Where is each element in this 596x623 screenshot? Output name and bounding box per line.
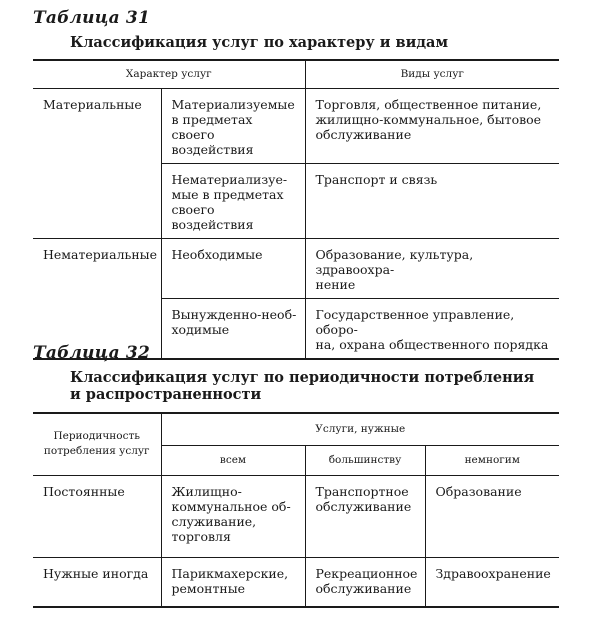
table31-cell: Нематериализуе- мые в предметах своего воздействия [161, 163, 305, 238]
table31-cell: Торговля, общественное питание, жилищно-коммунальное, бытовое обслуживание [305, 88, 559, 163]
table31-cell: Вынужденно-необ- ходимые [161, 298, 305, 359]
table31-cell: Государственное управление, оборо- на, охрана общественного порядка [305, 298, 559, 359]
table31 [33, 59, 559, 360]
table32-cell: Образование [425, 475, 559, 557]
table32-subheader-most: большинству [305, 445, 425, 475]
table31-header-types: Виды услуг [305, 60, 559, 88]
table32-cell: Нужные иногда [33, 557, 161, 607]
table31-cell: Транспорт и связь [305, 163, 559, 238]
table32-cell: Здравоохранение [425, 557, 559, 607]
table31-title: Классификация услуг по характеру и видам [70, 34, 449, 51]
table32-header-group: Услуги, нужные [161, 413, 559, 445]
table32-cell: Жилищно- коммунальное об- служивание, торговля [161, 475, 305, 557]
table31-cell: Образование, культура, здравоохра- нение [305, 238, 559, 298]
table32-label: Таблица 32 [33, 343, 150, 363]
table31-cell: Нематериальные [33, 238, 161, 359]
table31-cell: Материализуемые в предметах своего воздействия [161, 88, 305, 163]
table32 [33, 412, 559, 608]
table32-cell: Транспортное обслуживание [305, 475, 425, 557]
table32-subheader-few: немногим [425, 445, 559, 475]
table31-label: Таблица 31 [33, 8, 150, 28]
table32-header-periodicity: Периодичность потребления услуг [33, 413, 161, 475]
table32-title-line2: и распространенности [70, 386, 262, 403]
table32-subheader-all: всем [161, 445, 305, 475]
table32-cell: Парикмахерские, ремонтные [161, 557, 305, 607]
table32-cell: Рекреационное обслуживание [305, 557, 425, 607]
table31-header-character: Характер услуг [33, 60, 305, 88]
table32-title-line1: Классификация услуг по периодичности потребления [70, 369, 535, 386]
table31-cell: Материальные [33, 88, 161, 238]
table31-cell: Необходимые [161, 238, 305, 298]
table32-cell: Постоянные [33, 475, 161, 557]
